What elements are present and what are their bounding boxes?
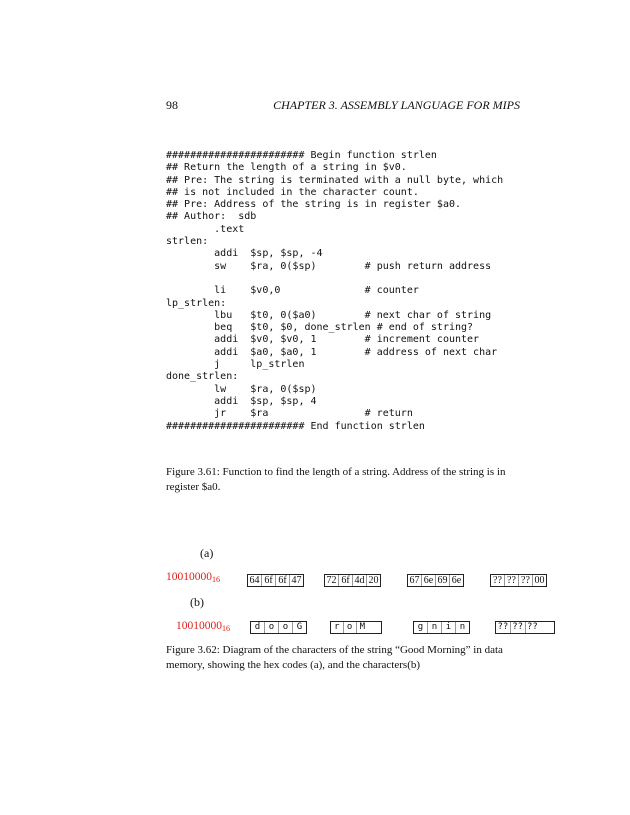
hex-byte: 6e bbox=[449, 575, 463, 586]
hex-byte: 67 bbox=[409, 575, 420, 586]
hex-word bbox=[490, 574, 547, 587]
char-word bbox=[330, 621, 382, 634]
char-byte: n bbox=[455, 622, 469, 633]
char-byte: ?? bbox=[525, 622, 540, 633]
code-line: addi $sp, $sp, -4 bbox=[166, 248, 323, 260]
hex-byte: 6f bbox=[275, 575, 289, 586]
code-line: lp_strlen: bbox=[166, 297, 227, 309]
char-byte: M bbox=[356, 622, 369, 633]
char-byte: o bbox=[264, 622, 278, 633]
code-line: addi $a0, $a0, 1 # address of next char bbox=[166, 346, 498, 358]
char-byte: n bbox=[427, 622, 441, 633]
diagram-label-a: (a) bbox=[200, 546, 214, 560]
running-head: CHAPTER 3. ASSEMBLY LANGUAGE FOR MIPS bbox=[273, 98, 520, 112]
code-line: .text bbox=[166, 223, 245, 235]
memory-address-b: $10010000_{16}$ bbox=[176, 620, 230, 633]
code-line: ####################### Begin function strlen bbox=[166, 150, 437, 161]
figure-caption-3-62: Figure 3.62: Diagram of the characters of the string “Good Morning” in data memory, showing the hex codes (a), and the characters(b) bbox=[166, 644, 503, 671]
hex-byte: 20 bbox=[366, 575, 380, 586]
char-byte: r bbox=[334, 622, 340, 632]
hex-byte: 69 bbox=[435, 575, 449, 586]
memory-address-a: $10010000_{16}$ bbox=[166, 571, 220, 584]
hex-byte: ?? bbox=[518, 575, 532, 586]
code-line: ####################### End function strlen bbox=[166, 420, 425, 432]
code-line: jr $ra # return bbox=[166, 408, 413, 420]
hex-word bbox=[324, 574, 381, 587]
hex-byte: ?? bbox=[493, 575, 502, 586]
page-number: 98 bbox=[166, 98, 178, 112]
hex-byte: 4d bbox=[352, 575, 366, 586]
figure-caption-3-61: Figure 3.61: Function to find the length of a string. Address of the string is in register $a0. bbox=[166, 466, 506, 493]
char-byte: g bbox=[417, 622, 424, 632]
code-line: ## Pre: Address of the string is in register $a0. bbox=[166, 199, 462, 211]
char-byte: G bbox=[292, 622, 306, 633]
char-word bbox=[495, 621, 555, 634]
char-byte: ?? bbox=[497, 622, 509, 632]
code-line: lbu $t0, 0($a0) # next char of string bbox=[166, 309, 492, 321]
code-line: ## Author: sdb bbox=[166, 211, 257, 223]
char-byte: o bbox=[278, 622, 292, 633]
hex-word bbox=[247, 574, 304, 587]
hex-byte: 6f bbox=[261, 575, 275, 586]
code-line: li $v0,0 # counter bbox=[166, 285, 419, 297]
hex-byte: ?? bbox=[504, 575, 518, 586]
hex-byte: 6f bbox=[338, 575, 352, 586]
code-line: lw $ra, 0($sp) bbox=[166, 383, 317, 395]
code-line: ## Return the length of a string in $v0. bbox=[166, 162, 407, 174]
char-word bbox=[250, 621, 307, 634]
code-line: sw $ra, 0($sp) # push return address bbox=[166, 260, 492, 272]
code-line: ## Pre: The string is terminated with a null byte, which bbox=[166, 174, 504, 186]
char-byte: i bbox=[441, 622, 455, 633]
hex-byte: 47 bbox=[289, 575, 303, 586]
code-listing bbox=[166, 150, 503, 433]
hex-byte: 72 bbox=[326, 575, 337, 586]
code-line: beq $t0, $0, done_strlen # end of string? bbox=[166, 322, 474, 334]
char-word bbox=[413, 621, 470, 634]
code-line: ## is not included in the character count. bbox=[166, 186, 419, 198]
hex-word bbox=[407, 574, 464, 587]
diagram-label-b: (b) bbox=[190, 595, 204, 609]
code-line: j lp_strlen bbox=[166, 359, 305, 371]
code-line: strlen: bbox=[166, 236, 209, 248]
char-byte: o bbox=[343, 622, 356, 633]
code-line: done_strlen: bbox=[166, 371, 239, 383]
hex-byte: 00 bbox=[532, 575, 546, 586]
code-line: addi $sp, $sp, 4 bbox=[166, 395, 317, 407]
hex-byte: 64 bbox=[249, 575, 260, 586]
hex-byte: 6e bbox=[421, 575, 435, 586]
char-byte: ?? bbox=[510, 622, 525, 633]
code-line: addi $v0, $v0, 1 # increment counter bbox=[166, 334, 480, 346]
char-byte: d bbox=[254, 622, 261, 632]
